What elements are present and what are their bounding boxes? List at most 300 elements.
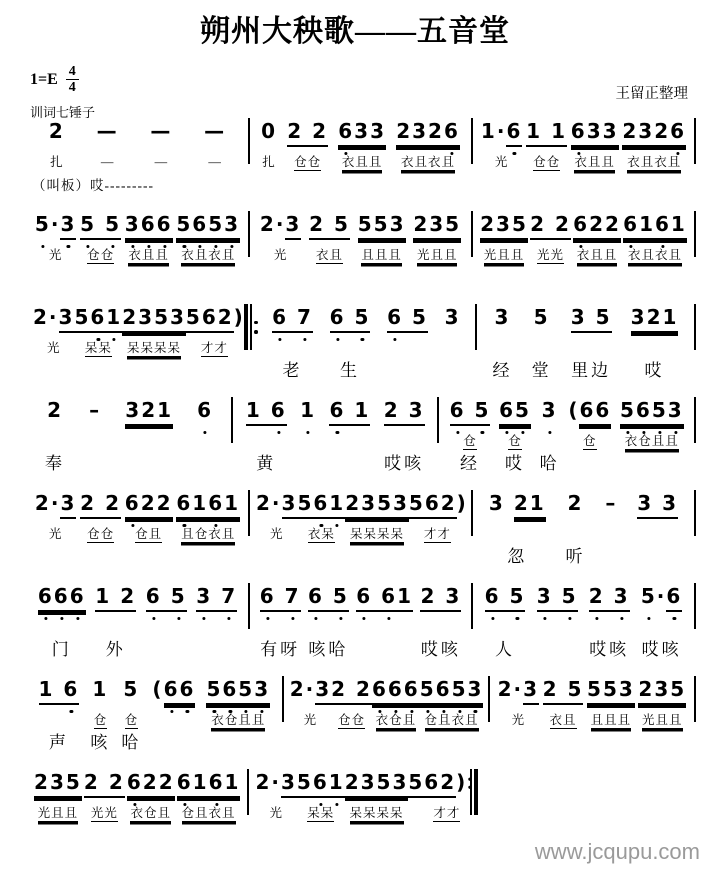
beam-group xyxy=(579,398,611,426)
note-char: 0 xyxy=(261,119,278,143)
note-text xyxy=(122,304,186,338)
percussion-text xyxy=(87,248,114,266)
note-text xyxy=(300,397,316,431)
measure xyxy=(251,583,470,663)
note-char: 5 xyxy=(185,305,202,329)
note-text xyxy=(80,211,121,245)
note-cell xyxy=(196,583,237,663)
note-char: · xyxy=(656,584,667,608)
note-text xyxy=(297,490,345,524)
note-char: 6 xyxy=(272,305,288,329)
perc-syllables: 衣呆 xyxy=(307,527,335,541)
note-cell xyxy=(39,676,80,756)
note-char: 3 xyxy=(389,212,406,236)
note-char: 6 xyxy=(403,677,420,701)
lyric-text: 堂 xyxy=(531,361,552,380)
note-char: 6 xyxy=(90,305,107,329)
perc-syllables: 衣且且 xyxy=(341,155,383,169)
perc-syllables: 呆呆 xyxy=(307,806,335,820)
beam-group xyxy=(338,119,386,147)
barline xyxy=(475,304,477,350)
note-char: 2 xyxy=(428,119,444,143)
note-cell xyxy=(125,490,173,570)
note-char: 2 xyxy=(156,491,173,515)
perc-syllables: 衣且 xyxy=(316,248,344,262)
note-char: 2 xyxy=(122,305,139,329)
note-text xyxy=(260,211,301,245)
note-char: 5 xyxy=(587,677,603,701)
note-char: ( xyxy=(568,398,580,422)
note-char: 5 xyxy=(411,305,428,329)
note-plain xyxy=(534,305,550,329)
note-char xyxy=(372,583,381,609)
note-head xyxy=(568,398,579,422)
note-text xyxy=(480,211,528,245)
measure-cells xyxy=(28,676,281,756)
percussion-text xyxy=(269,806,283,824)
note-char: 6 xyxy=(208,770,225,794)
note-cell xyxy=(297,769,345,849)
beam-group xyxy=(413,212,461,240)
note-char xyxy=(162,583,171,609)
note-char: 5 xyxy=(238,677,255,701)
perc-syllables: 光 xyxy=(303,713,318,727)
percussion-text xyxy=(181,248,235,266)
note-char: 2 xyxy=(287,119,304,143)
note-char: 3 xyxy=(370,119,386,143)
note-text xyxy=(534,304,550,338)
measure xyxy=(28,676,281,756)
note-char: 2 xyxy=(48,119,65,143)
note-char: 5 xyxy=(377,491,393,515)
note-char: 6 xyxy=(329,305,346,329)
note-text xyxy=(345,490,409,524)
beam-group xyxy=(450,398,491,426)
perc-syllables: 光 xyxy=(48,527,63,541)
paren-close: )： xyxy=(456,770,486,794)
note-text xyxy=(246,397,287,431)
perc-syllables: 衣且衣且 xyxy=(181,248,236,262)
percussion-text xyxy=(361,248,402,266)
perc-syllables: 光且且 xyxy=(483,248,525,262)
note-char: 2 xyxy=(530,212,547,236)
note-char: 2 xyxy=(105,491,121,515)
time-signature xyxy=(66,64,79,96)
note-char: 6 xyxy=(595,398,612,422)
note-char: 2 xyxy=(312,119,329,143)
barline xyxy=(282,676,284,722)
watermark: www.jcqupu.com xyxy=(534,839,700,864)
paren-close: ) xyxy=(456,491,466,515)
note-char xyxy=(505,490,514,516)
perc-syllables: 且且且 xyxy=(361,248,402,262)
note-text xyxy=(526,118,567,152)
note-char xyxy=(288,304,297,330)
beam-group xyxy=(84,770,125,798)
note-char: 5 xyxy=(170,584,187,608)
note-char: 6 xyxy=(570,119,587,143)
barline xyxy=(471,490,473,536)
note-text xyxy=(176,211,240,245)
note-text xyxy=(47,397,63,431)
measure xyxy=(28,769,246,849)
note-text xyxy=(261,118,277,152)
note-char: 2 xyxy=(413,212,430,236)
lyric-text: 哎 xyxy=(505,454,526,473)
note-char: 2 xyxy=(555,212,571,236)
note-char: 3 xyxy=(467,677,484,701)
note-char: 6 xyxy=(124,491,141,515)
note-text xyxy=(384,397,425,431)
note-char: · xyxy=(271,770,281,794)
percussion-text xyxy=(550,713,577,731)
note-char: 1 xyxy=(329,491,346,515)
beam-group xyxy=(384,398,425,426)
note-char: 5 xyxy=(651,398,668,422)
note-char: 2 xyxy=(646,305,663,329)
beam-group xyxy=(309,212,350,240)
beam-group xyxy=(331,677,372,705)
note-cell xyxy=(372,676,420,756)
beam-group xyxy=(523,677,539,705)
note-char: 6 xyxy=(670,119,687,143)
measure xyxy=(285,676,487,756)
score-row xyxy=(28,118,697,200)
barline xyxy=(248,211,250,257)
beam-group xyxy=(60,212,76,240)
note-text xyxy=(568,397,611,431)
note-char: ( xyxy=(152,677,164,701)
note-head xyxy=(489,491,514,515)
key-signature xyxy=(30,64,79,96)
beam-group xyxy=(59,305,75,333)
perc-syllables: 衣仓且且 xyxy=(624,434,679,448)
note-text xyxy=(95,583,136,617)
note-text xyxy=(35,490,76,524)
paren-close: ) xyxy=(233,305,243,329)
note-cell xyxy=(492,304,512,384)
note-text xyxy=(150,118,172,152)
note-text xyxy=(638,676,686,710)
percussion-text xyxy=(463,434,477,452)
note-cell xyxy=(45,397,65,477)
note-char xyxy=(325,211,334,237)
perc-syllables: 衣且且 xyxy=(128,248,169,262)
beam-group xyxy=(80,491,121,519)
section-label: 训词七锤子 xyxy=(30,105,96,120)
note-text xyxy=(97,118,119,152)
note-char: 3 xyxy=(638,119,655,143)
beam-group xyxy=(620,398,684,426)
measure xyxy=(250,769,486,849)
measure xyxy=(28,397,230,477)
percussion-text xyxy=(342,155,383,173)
note-char: 6 xyxy=(443,119,460,143)
note-char: 3 xyxy=(281,770,297,794)
note-cell xyxy=(587,676,635,756)
lyric-text: 里边 xyxy=(571,361,612,380)
beam-group xyxy=(506,119,522,147)
note-char: 6 xyxy=(192,212,209,236)
note-text xyxy=(637,490,678,524)
note-text xyxy=(605,490,617,524)
percussion-text xyxy=(304,713,318,731)
note-char: 6 xyxy=(201,305,218,329)
beam-group xyxy=(206,677,270,705)
note-char: 7 xyxy=(284,584,301,608)
note-char: 6 xyxy=(126,770,143,794)
measure xyxy=(440,397,693,477)
note-char: 3 xyxy=(667,398,684,422)
note-char: 1 xyxy=(245,398,262,422)
beam-group xyxy=(39,677,80,705)
note-cell xyxy=(80,490,121,570)
note-plain xyxy=(92,677,108,701)
beam-group xyxy=(345,491,409,519)
perc-syllables: 呆呆 xyxy=(84,341,112,355)
note-plain xyxy=(49,119,65,143)
note-char: 6 xyxy=(222,677,239,701)
note-char: 5 xyxy=(373,212,390,236)
perc-syllables: 呆呆呆呆 xyxy=(350,527,405,541)
beam-group xyxy=(127,770,175,798)
note-cell xyxy=(74,304,122,384)
note-char: 3 xyxy=(285,212,302,236)
perc-syllables: 仓且 xyxy=(135,527,163,541)
note-char: · xyxy=(48,305,59,329)
note-char: 5 xyxy=(123,677,140,701)
percussion-text xyxy=(91,806,118,824)
note-char: 1 xyxy=(670,212,687,236)
key-label: 1=E xyxy=(30,70,58,88)
percussion-text xyxy=(484,248,525,266)
note-char: 5 xyxy=(74,305,91,329)
note-text xyxy=(260,583,301,617)
note-cell xyxy=(480,211,528,291)
note-text xyxy=(396,118,460,152)
beam-group xyxy=(297,770,345,798)
note-cell xyxy=(420,583,461,663)
perc-syllables: 仓且衣且 xyxy=(424,713,479,727)
note-char: 2 xyxy=(158,770,175,794)
note-char xyxy=(96,490,105,516)
note-char: 2 xyxy=(217,305,234,329)
measure xyxy=(234,397,436,477)
note-cell xyxy=(95,583,136,663)
note-text xyxy=(125,211,173,245)
note-text xyxy=(35,211,76,245)
beam-group xyxy=(281,770,297,798)
note-text xyxy=(450,397,491,431)
note-cell xyxy=(638,676,686,756)
perc-syllables: 光光 xyxy=(90,806,118,820)
note-text xyxy=(623,211,687,245)
note-char: 6 xyxy=(573,212,590,236)
note-text xyxy=(74,304,122,338)
perc-syllables: 仓 xyxy=(463,434,477,448)
perc-syllables: — xyxy=(154,155,169,169)
lyric-text: 哈 xyxy=(539,454,560,473)
note-char: 6 xyxy=(313,491,330,515)
note-char: 6 xyxy=(208,491,225,515)
note-plain xyxy=(568,491,584,515)
beam-group xyxy=(297,491,345,519)
measure-cells xyxy=(259,304,474,384)
note-text xyxy=(489,490,546,524)
note-cell xyxy=(396,118,460,198)
measure xyxy=(474,211,693,291)
note-head xyxy=(35,212,61,236)
measure-cells xyxy=(474,211,693,291)
note-char: 2 xyxy=(542,677,559,701)
beam-group xyxy=(372,677,420,705)
note-text xyxy=(290,676,331,710)
note-char: 1 xyxy=(529,491,546,515)
measure xyxy=(251,211,470,291)
perc-syllables: 仓仓 xyxy=(294,155,322,169)
perc-syllables: 衣仓且 xyxy=(375,713,417,727)
note-char: 1 xyxy=(157,398,174,422)
measure-cells xyxy=(285,676,489,756)
note-text xyxy=(92,676,108,710)
beam-group xyxy=(623,212,687,240)
percussion-text xyxy=(211,713,265,731)
note-text xyxy=(408,769,485,803)
note-cell xyxy=(152,676,195,756)
note-cell xyxy=(532,304,552,384)
measure-cells xyxy=(478,304,693,384)
note-text xyxy=(641,583,682,617)
perc-syllables: 光 xyxy=(46,341,61,355)
note-text xyxy=(123,676,139,710)
note-char: — xyxy=(150,119,173,143)
perc-syllables: 光 xyxy=(269,806,283,820)
note-char: 2 xyxy=(480,212,497,236)
note-cell xyxy=(568,397,611,477)
note-head xyxy=(641,584,667,608)
percussion-text xyxy=(417,248,458,266)
note-text xyxy=(499,397,531,431)
perc-syllables: 衣且且 xyxy=(576,248,618,262)
note-char: 5 xyxy=(332,584,349,608)
note-text xyxy=(481,118,522,152)
perc-syllables: 才才 xyxy=(433,806,461,820)
percussion-text xyxy=(627,155,681,173)
score-row xyxy=(28,211,697,293)
barline xyxy=(248,583,250,629)
note-plain xyxy=(47,398,63,422)
note-text xyxy=(571,304,612,338)
note-char: 3 xyxy=(315,677,332,701)
note-char: 6 xyxy=(307,584,324,608)
note-char: 5 xyxy=(445,212,462,236)
beam-group xyxy=(526,119,567,147)
note-cell xyxy=(571,118,619,198)
note-text xyxy=(409,490,466,524)
note-char: 3 xyxy=(618,677,635,701)
note-char: 3 xyxy=(125,398,142,422)
note-plain xyxy=(123,677,139,701)
percussion-text xyxy=(508,434,522,452)
note-char: 5 xyxy=(154,305,170,329)
note-char: 3 xyxy=(602,119,619,143)
beam-group xyxy=(409,491,457,519)
perc-syllables: 光 xyxy=(48,248,63,262)
beam-group xyxy=(543,677,584,705)
measure-cells xyxy=(28,769,246,849)
note-char: 2 xyxy=(140,491,157,515)
percussion-text xyxy=(642,713,683,731)
note-char: 6 xyxy=(499,398,516,422)
note-char: 5 xyxy=(511,212,528,236)
barline xyxy=(247,769,249,815)
note-text xyxy=(622,118,686,152)
note-char: 1 xyxy=(95,584,112,608)
beam-group xyxy=(282,491,298,519)
note-char: 6 xyxy=(371,677,388,701)
percussion-text xyxy=(338,713,365,731)
note-char: 1 xyxy=(224,770,241,794)
lyric-text: 门 xyxy=(51,640,72,659)
note-cell xyxy=(255,769,296,849)
note-cell xyxy=(177,769,241,849)
note-char: 5 xyxy=(334,212,350,236)
perc-syllables: 光 xyxy=(494,155,509,169)
note-cell xyxy=(272,304,313,384)
note-text xyxy=(331,676,372,710)
note-char xyxy=(653,490,662,516)
barline xyxy=(694,118,696,164)
note-cell xyxy=(408,769,485,849)
percussion-text xyxy=(49,527,63,545)
beam-group xyxy=(146,584,187,612)
note-plain xyxy=(445,305,461,329)
measure-cells xyxy=(250,769,486,849)
note-char: 6 xyxy=(197,398,214,422)
note-char xyxy=(400,397,409,423)
perc-syllables: 仓仓 xyxy=(338,713,366,727)
barline xyxy=(471,583,473,629)
beam-group xyxy=(246,398,287,426)
beam-group xyxy=(587,677,635,705)
note-cell xyxy=(384,397,425,477)
note-char xyxy=(466,397,475,423)
lyric-text: 哎咳 xyxy=(589,640,630,659)
note-char: 5 xyxy=(357,212,374,236)
note-cell xyxy=(420,676,484,756)
lyric-text: 声 xyxy=(48,733,69,752)
note-char: 2 xyxy=(344,770,361,794)
measure-cells xyxy=(251,118,470,198)
note-text xyxy=(620,397,684,431)
beam-group xyxy=(573,212,621,240)
note-char: 2 xyxy=(255,770,272,794)
beam-group xyxy=(330,305,371,333)
note-char: 3 xyxy=(361,491,378,515)
perc-syllables: 光 xyxy=(273,248,288,262)
note-cell xyxy=(34,769,82,849)
note-char: 3 xyxy=(169,305,186,329)
perc-syllables: 光且且 xyxy=(416,248,458,262)
note-text xyxy=(329,397,370,431)
lyric-text: 黄 xyxy=(256,454,277,473)
note-cell xyxy=(329,397,370,477)
note-char: 6 xyxy=(176,770,193,794)
beam-group xyxy=(329,398,370,426)
measure-cells xyxy=(28,211,247,291)
note-char: 5 xyxy=(533,305,550,329)
note-cell xyxy=(186,304,243,384)
